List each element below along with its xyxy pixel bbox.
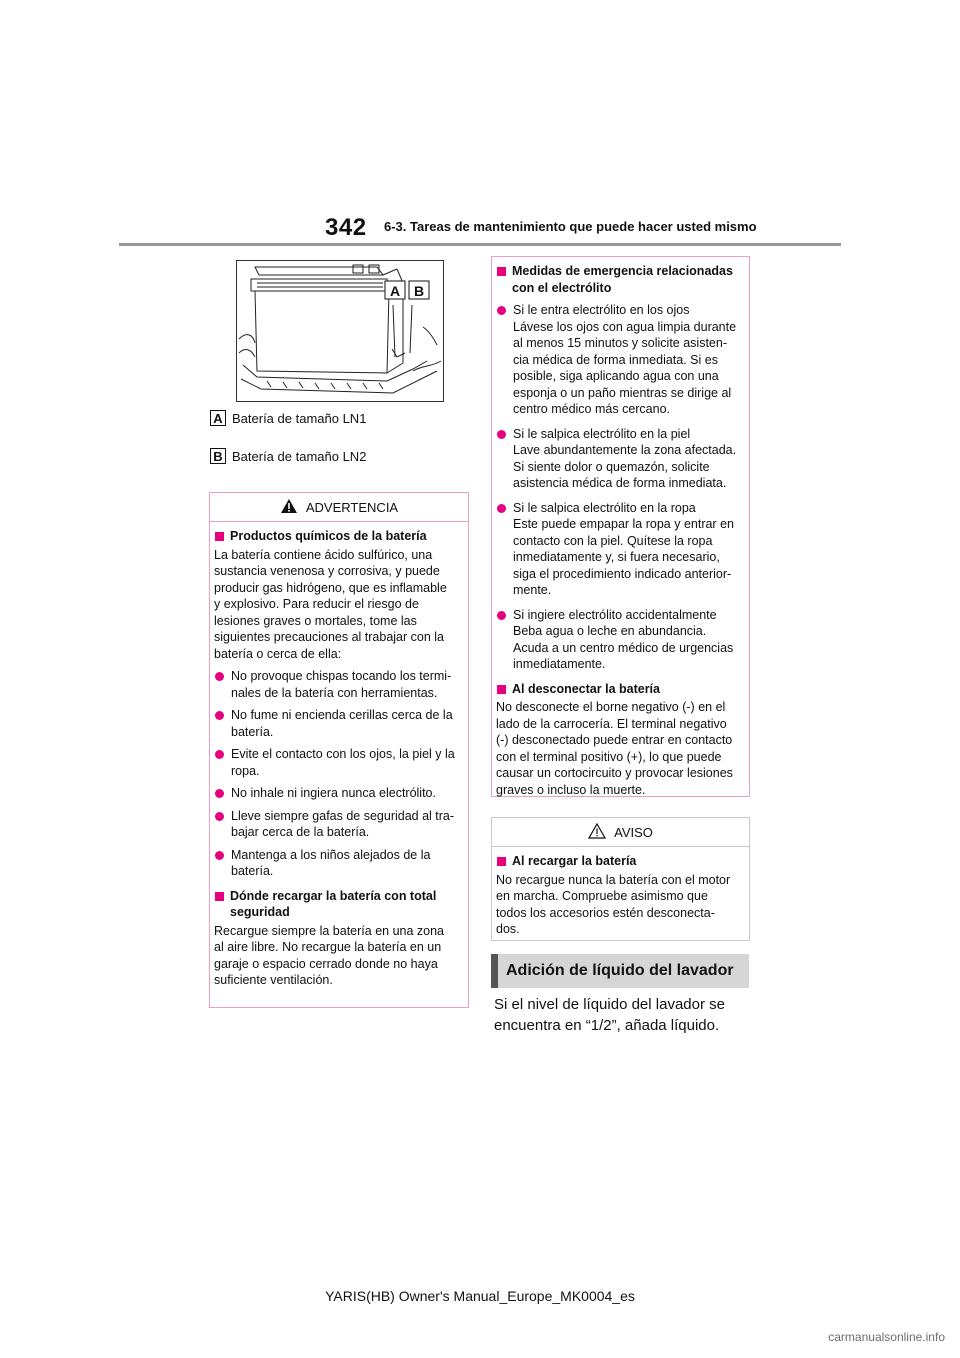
bullet-dot-icon [497,504,506,513]
square-bullet-icon [215,532,224,541]
section-title: 6-3. Tareas de mantenimiento que puede hacer usted mismo [384,219,757,234]
square-bullet-icon [497,685,506,694]
emergency-bullet: Si ingiere electrólito accidentalmente Beba agua o leche en abundancia. Acuda a un centro médico de urgencias inmediatamente. [496,607,745,673]
warning-title: ADVERTENCIA [305,499,399,515]
bullet-dot-icon [497,306,506,315]
warning-bullet: No provoque chispas tocando los termi- nales de la batería con herramientas. [214,668,464,701]
bullet-dot-icon [215,812,224,821]
emergency-bullet: Si le entra electrólito en los ojos Lávese los ojos con agua limpia durante al menos 15 minutos y solicite asisten- cia médica de forma inmediata. Si es posible, siga aplicando agua con una esponja o un paño mientras se dirige al centro médico más cercano. [496,302,745,418]
warning-bullet: No fume ni encienda cerillas cerca de la batería. [214,707,464,740]
square-bullet-icon [497,857,506,866]
notice-box [491,817,750,941]
warning-recharge-text: Recargue siempre la batería en una zona al aire libre. No recargue la batería en un garaje o espacio cerrado donde no haya suficiente ventilación. [214,923,445,987]
warning-title-row [210,493,468,521]
washer-body-text: Si el nivel de líquido del lavador se encuentra en “1/2”, añada líquido. [494,996,725,1034]
figure-label-b: B [413,283,425,299]
square-bullet-icon [215,892,224,901]
warning-bullet: Mantenga a los niños alejados de la batería. [214,847,464,880]
warning-bullet: Evite el contacto con los ojos, la piel y la ropa. [214,746,464,779]
bullet-dot-icon [215,711,224,720]
caption-b [210,448,366,464]
footer-manual-id: YARIS(HB) Owner's Manual_Europe_MK0004_es [325,1288,635,1304]
warning-triangle-icon [280,498,298,517]
warning-chemicals-text: La batería contiene ácido sulfúrico, una sustancia venenosa y corrosiva, y puede producir gas hidrógeno, que es inflamable y explosivo. Para reducir el riesgo de lesiones graves o mortales, tome las siguientes precauciones al trabajar con la batería o cerca de ella: [214,547,447,661]
bullet-dot-icon [497,611,506,620]
notice-heading: Al recargar la batería [496,853,745,870]
bullet-dot-icon [215,750,224,759]
caption-b-text: Batería de tamaño LN2 [232,448,367,464]
notice-text: No recargue nunca la batería con el motor en marcha. Compruebe asimismo que todos los accesorios estén desconecta- dos. [496,872,731,936]
emergency-heading: Medidas de emergencia relacionadas con el electrólito [496,263,745,296]
warning-bullet: Lleve siempre gafas de seguridad al tra- bajar cerca de la batería. [214,808,464,841]
disconnect-text: No desconecte el borne negativo (-) en el lado de la carrocería. El terminal negativo (-) desconectado puede entrar en contacto con el terminal positivo (+), lo que puede causar un cortocircuito y provocar lesiones graves o incluso la muerte. [496,700,733,797]
warning-bullet: No inhale ni ingiera nunca electrólito. [214,785,464,802]
square-bullet-icon [497,267,506,276]
header-rule [119,243,841,246]
battery-drawing [237,261,443,401]
bullet-dot-icon [215,851,224,860]
battery-illustration [236,260,444,402]
notice-title: AVISO [614,824,653,840]
emergency-bullet: Si le salpica electrólito en la piel Lave abundantemente la zona afectada. Si siente dolor o quemazón, solicite asistencia médica de forma inmediata. [496,426,745,492]
watermark: carmanualsonline.info [828,1330,945,1344]
emergency-box [491,256,750,797]
figure-label-a: A [389,283,401,299]
caption-a-letter: A [210,410,226,426]
warning-heading-chemicals: Productos químicos de la batería [214,528,464,545]
bullet-dot-icon [215,672,224,681]
notice-title-row [492,818,749,846]
caution-triangle-icon [588,823,606,842]
washer-section-heading: Adición de líquido del lavador [491,954,749,988]
caption-b-letter: B [210,448,226,464]
caption-a-text: Batería de tamaño LN1 [232,410,367,426]
warning-box [209,492,469,1008]
warning-heading-recharge: Dónde recargar la batería con total seguridad [214,888,464,921]
bullet-dot-icon [497,430,506,439]
disconnect-heading: Al desconectar la batería [496,681,745,698]
bullet-dot-icon [215,789,224,798]
caption-a [210,410,366,426]
page-number: 342 [325,214,367,241]
emergency-bullet: Si le salpica electrólito en la ropa Este puede empapar la ropa y entrar en contacto con la piel. Quítese la ropa inmediatamente y, si fuera necesario, siga el procedimiento indicado anterior- mente. [496,500,745,599]
